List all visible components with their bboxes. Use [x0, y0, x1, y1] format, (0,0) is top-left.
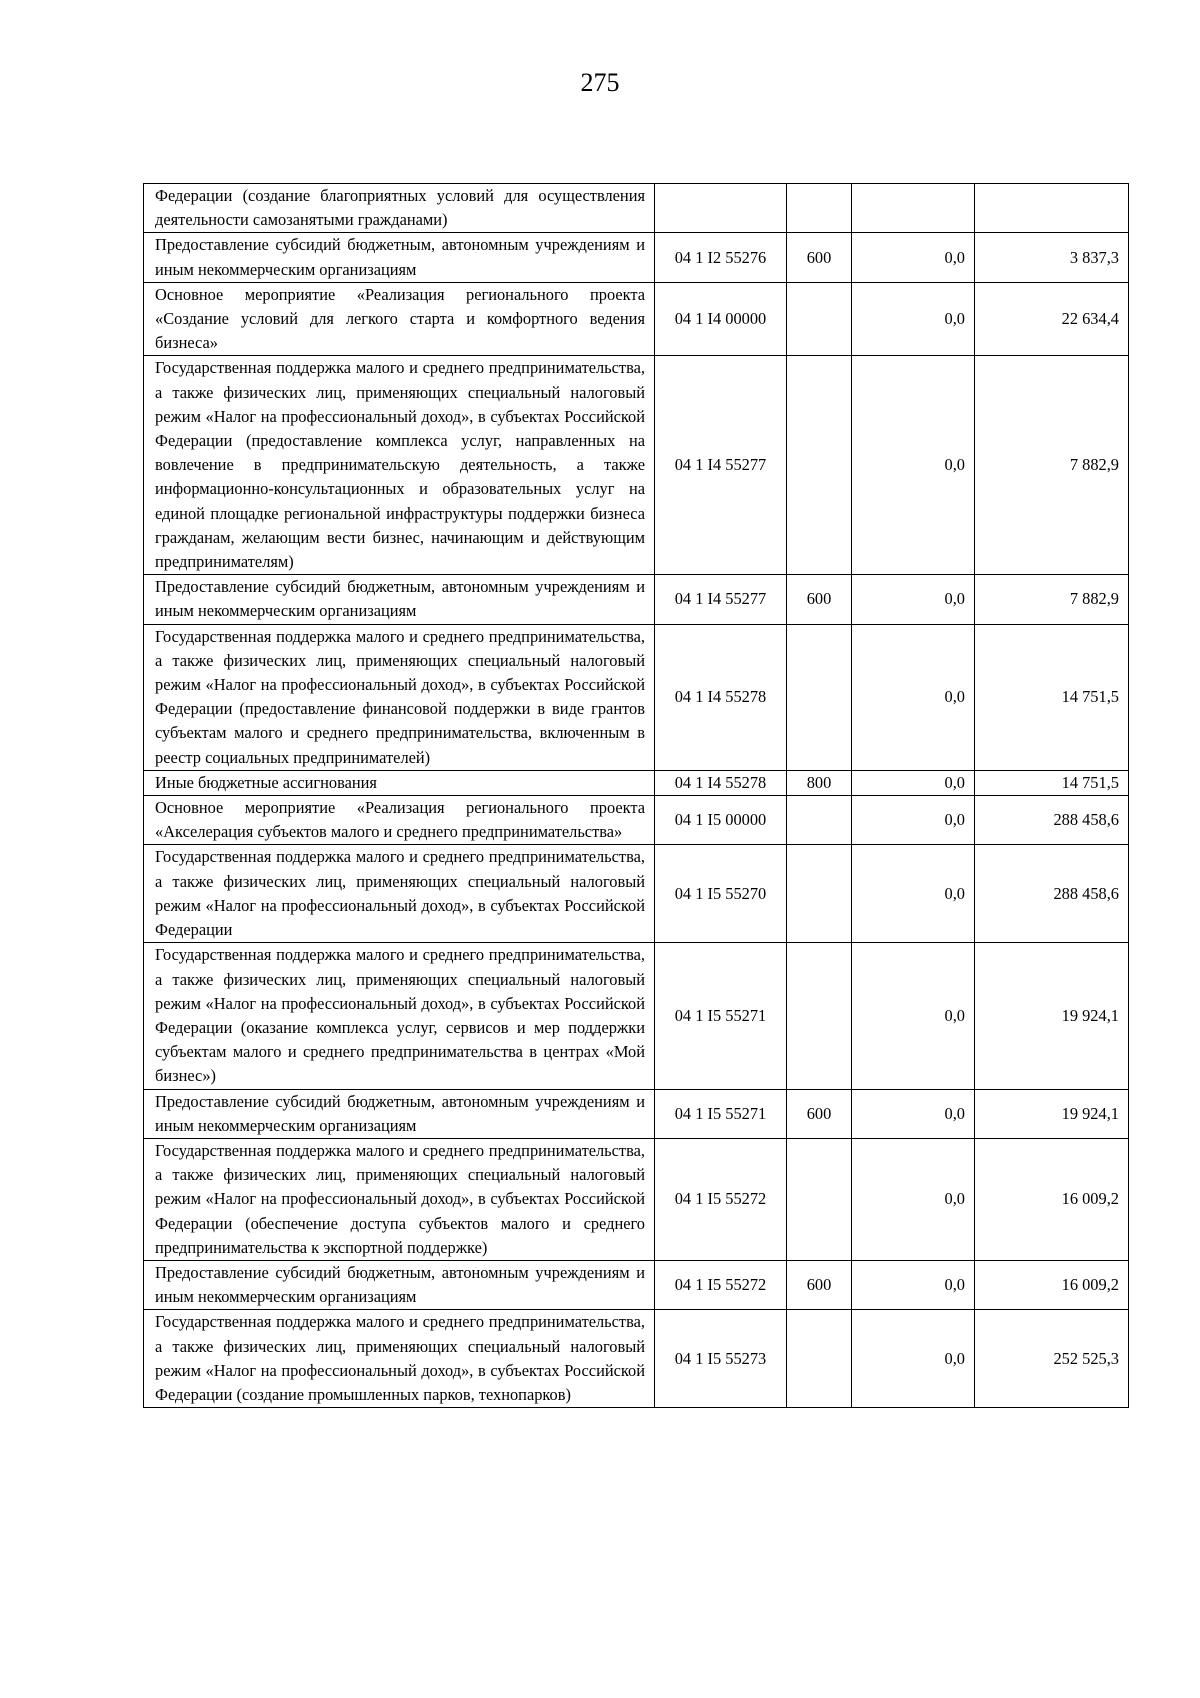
row-expense-type: 600: [787, 1260, 852, 1309]
row-code: 04 1 I2 55276: [655, 233, 787, 282]
row-value-2: 7 882,9: [975, 356, 1129, 575]
row-name: Предоставление субсидий бюджетным, автономным учреждениям и иным некоммерческим организациям: [144, 575, 655, 624]
row-name: Государственная поддержка малого и среднего предпринимательства, а также физических лиц, применяющих специальный налоговый режим «Налог на профессиональный доход», в субъектах Российской Федерации (предоставление финансовой поддержки в виде грантов субъектам малого и среднего предпринимательства, включенным в реестр социальных предпринимателей): [144, 624, 655, 770]
row-name: Основное мероприятие «Реализация регионального проекта «Акселерация субъектов малого и среднего предпринимательства»: [144, 796, 655, 845]
row-value-2: [975, 184, 1129, 233]
row-value-1: 0,0: [852, 770, 975, 795]
row-value-1: 0,0: [852, 845, 975, 943]
row-value-2: 16 009,2: [975, 1138, 1129, 1260]
row-code: 04 1 I5 55271: [655, 943, 787, 1089]
row-name: Государственная поддержка малого и среднего предпринимательства, а также физических лиц, применяющих специальный налоговый режим «Налог на профессиональный доход», в субъектах Российской Федерации (обеспечение доступа субъектов малого и среднего предпринимательства к экспортной поддержке): [144, 1138, 655, 1260]
row-code: 04 1 I4 55278: [655, 624, 787, 770]
row-value-2: 7 882,9: [975, 575, 1129, 624]
row-code: 04 1 I5 55272: [655, 1260, 787, 1309]
row-expense-type: 600: [787, 575, 852, 624]
row-expense-type: [787, 184, 852, 233]
table-row: [144, 1260, 1129, 1309]
row-name: Предоставление субсидий бюджетным, автономным учреждениям и иным некоммерческим организациям: [144, 1260, 655, 1309]
row-name: Государственная поддержка малого и среднего предпринимательства, а также физических лиц, применяющих специальный налоговый режим «Налог на профессиональный доход», в субъектах Российской Федерации: [144, 845, 655, 943]
row-code: 04 1 I5 55271: [655, 1089, 787, 1138]
row-expense-type: [787, 943, 852, 1089]
table-row: [144, 356, 1129, 575]
table-row: [144, 233, 1129, 282]
row-value-2: 252 525,3: [975, 1310, 1129, 1408]
row-name: Иные бюджетные ассигнования: [144, 770, 655, 795]
budget-table-body: [144, 184, 1129, 1408]
row-value-1: 0,0: [852, 575, 975, 624]
table-row: [144, 1310, 1129, 1408]
row-code: 04 1 I5 00000: [655, 796, 787, 845]
row-value-1: 0,0: [852, 282, 975, 356]
row-value-1: 0,0: [852, 356, 975, 575]
row-value-1: 0,0: [852, 1260, 975, 1309]
row-expense-type: [787, 1138, 852, 1260]
row-value-1: 0,0: [852, 796, 975, 845]
row-expense-type: [787, 282, 852, 356]
page-number: 275: [580, 68, 620, 97]
row-expense-type: [787, 356, 852, 575]
row-code: 04 1 I5 55272: [655, 1138, 787, 1260]
table-row: [144, 943, 1129, 1089]
table-row: [144, 575, 1129, 624]
row-code: 04 1 I5 55270: [655, 845, 787, 943]
row-value-2: 19 924,1: [975, 943, 1129, 1089]
row-value-1: 0,0: [852, 1310, 975, 1408]
row-code: [655, 184, 787, 233]
row-expense-type: 800: [787, 770, 852, 795]
row-value-2: 3 837,3: [975, 233, 1129, 282]
table-row: [144, 770, 1129, 795]
row-expense-type: [787, 1310, 852, 1408]
row-value-1: [852, 184, 975, 233]
row-expense-type: [787, 845, 852, 943]
row-value-2: 19 924,1: [975, 1089, 1129, 1138]
row-code: 04 1 I4 55277: [655, 575, 787, 624]
row-name: Федерации (создание благоприятных условий для осуществления деятельности самозанятыми гражданами): [144, 184, 655, 233]
row-value-2: 16 009,2: [975, 1260, 1129, 1309]
row-value-2: 14 751,5: [975, 770, 1129, 795]
row-name: Государственная поддержка малого и среднего предпринимательства, а также физических лиц, применяющих специальный налоговый режим «Налог на профессиональный доход», в субъектах Российской Федерации (оказание комплекса услуг, сервисов и мер поддержки субъектам малого и среднего предпринимательства в центрах «Мой бизнес»): [144, 943, 655, 1089]
table-row: [144, 796, 1129, 845]
row-code: 04 1 I4 00000: [655, 282, 787, 356]
row-value-1: 0,0: [852, 943, 975, 1089]
row-code: 04 1 I4 55277: [655, 356, 787, 575]
row-value-2: 288 458,6: [975, 796, 1129, 845]
table-row: [144, 282, 1129, 356]
row-code: 04 1 I4 55278: [655, 770, 787, 795]
table-row: [144, 845, 1129, 943]
row-expense-type: 600: [787, 1089, 852, 1138]
table-row: [144, 1089, 1129, 1138]
row-name: Предоставление субсидий бюджетным, автономным учреждениям и иным некоммерческим организациям: [144, 1089, 655, 1138]
row-name: Предоставление субсидий бюджетным, автономным учреждениям и иным некоммерческим организациям: [144, 233, 655, 282]
row-value-1: 0,0: [852, 1138, 975, 1260]
row-expense-type: 600: [787, 233, 852, 282]
row-value-1: 0,0: [852, 624, 975, 770]
row-name: Государственная поддержка малого и среднего предпринимательства, а также физических лиц, применяющих специальный налоговый режим «Налог на профессиональный доход», в субъектах Российской Федерации (предоставление комплекса услуг, направленных на вовлечение в предпринимательскую деятельность, а также информационно-консультационных и образовательных услуг на единой площадке региональной инфраструктуры поддержки бизнеса гражданам, желающим вести бизнес, начинающим и действующим предпринимателям): [144, 356, 655, 575]
row-code: 04 1 I5 55273: [655, 1310, 787, 1408]
row-name: Основное мероприятие «Реализация регионального проекта «Создание условий для легкого старта и комфортного ведения бизнеса»: [144, 282, 655, 356]
row-expense-type: [787, 796, 852, 845]
table-row: [144, 1138, 1129, 1260]
table-row: [144, 184, 1129, 233]
row-expense-type: [787, 624, 852, 770]
budget-table: [143, 183, 1129, 1408]
row-value-1: 0,0: [852, 233, 975, 282]
row-value-2: 288 458,6: [975, 845, 1129, 943]
row-value-2: 22 634,4: [975, 282, 1129, 356]
row-value-1: 0,0: [852, 1089, 975, 1138]
row-value-2: 14 751,5: [975, 624, 1129, 770]
table-row: [144, 624, 1129, 770]
row-name: Государственная поддержка малого и среднего предпринимательства, а также физических лиц, применяющих специальный налоговый режим «Налог на профессиональный доход», в субъектах Российской Федерации (создание промышленных парков, технопарков): [144, 1310, 655, 1408]
